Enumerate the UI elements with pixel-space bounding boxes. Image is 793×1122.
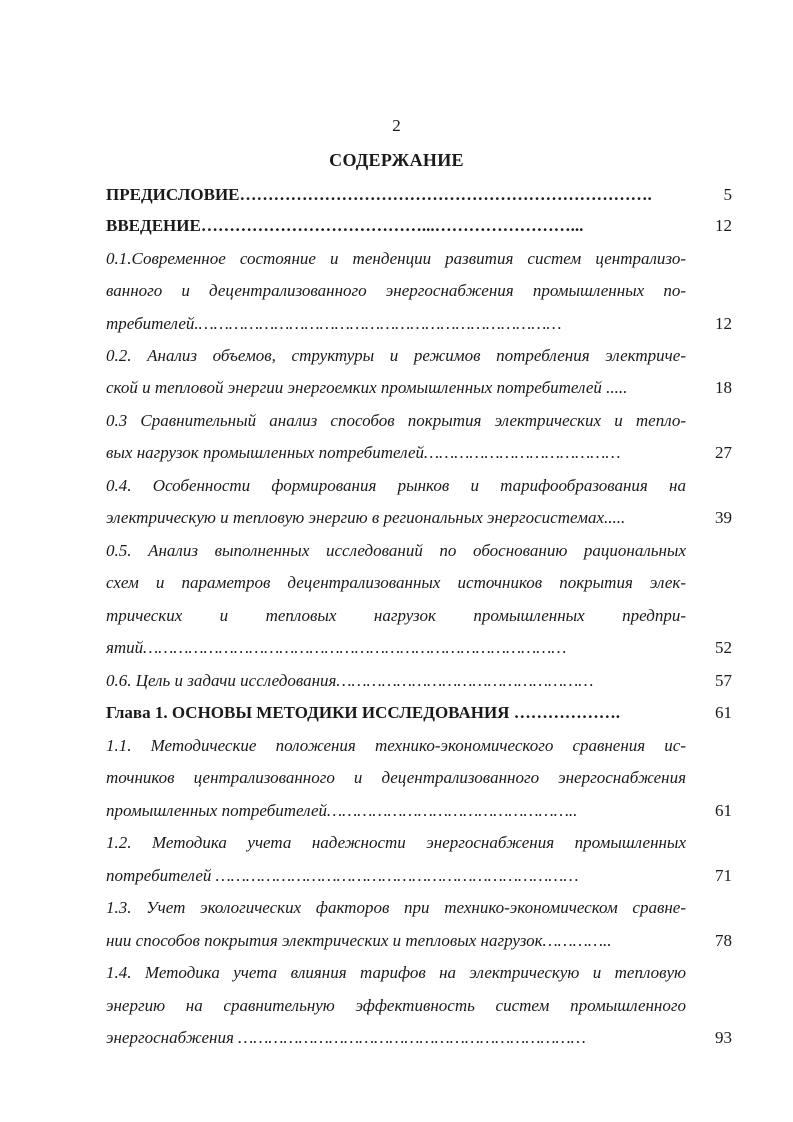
toc-page-number: 93 <box>715 1028 732 1047</box>
toc-page-number: 61 <box>715 801 732 820</box>
toc-page-number: 27 <box>715 443 732 462</box>
toc-page-number: 71 <box>715 866 732 885</box>
toc-line: Глава 1. ОСНОВЫ МЕТОДИКИ ИССЛЕДОВАНИЯ ………………. <box>106 703 620 722</box>
toc-page-number: 52 <box>715 638 732 657</box>
toc-line: ПРЕДИСЛОВИЕ………………………………………………………………. <box>106 185 652 204</box>
toc-line: 1.2. Методика учета надежности энергоснабжения промышленных <box>106 833 686 852</box>
toc-page-number: 61 <box>715 703 732 722</box>
toc-page-number: 78 <box>715 931 732 950</box>
toc-line: электрическую и тепловую энергию в региональных энергосистемах..... <box>106 508 626 527</box>
toc-line: ской и тепловой энергии энергоемких промышленных потребителей ..... <box>106 378 628 397</box>
page-number: 2 <box>392 116 401 135</box>
toc-page-number: 12 <box>715 216 732 235</box>
toc-line: схем и параметров децентрализованных источников покрытия элек- <box>106 573 686 592</box>
toc-line: ятий………………………………………………………………………… <box>106 638 567 657</box>
toc-line: 0.3 Сравнительный анализ способов покрытия электрических и тепло- <box>106 411 686 430</box>
toc-line: вых нагрузок промышленных потребителей………………………………… <box>106 443 621 462</box>
toc-line: требителей.……………………………………………………………… <box>106 314 562 333</box>
toc-line: 0.2. Анализ объемов, структуры и режимов потребления электриче- <box>106 346 686 365</box>
toc-line: потребителей ……………………………………………………………… <box>106 866 579 885</box>
toc-title: СОДЕРЖАНИЕ <box>329 150 464 170</box>
toc-line: нии способов покрытия электрических и тепловых нагрузок………….. <box>106 931 612 950</box>
toc-line: промышленных потребителей………………………………………….. <box>106 801 578 820</box>
toc-page-number: 5 <box>723 185 732 204</box>
toc-line: 0.5. Анализ выполненных исследований по обоснованию рациональных <box>106 541 686 560</box>
toc-line: трических и тепловых нагрузок промышленных предпри- <box>106 606 686 625</box>
toc-page-number: 57 <box>715 671 732 690</box>
toc-line: 1.1. Методические положения технико-экономического сравнения ис- <box>106 736 686 755</box>
toc-line: 0.6. Цель и задачи исследования…………………………………………… <box>106 671 594 690</box>
toc-line: энергоснабжения …………………………………………………………… <box>106 1028 586 1047</box>
toc-page-number: 18 <box>715 378 732 397</box>
toc-line: 1.3. Учет экологических факторов при технико-экономическом сравне- <box>106 898 686 917</box>
toc-line: ванного и децентрализованного энергоснабжения промышленных по- <box>106 281 686 300</box>
toc-line: 1.4. Методика учета влияния тарифов на электрическую и тепловую <box>106 963 686 982</box>
toc-line: энергию на сравнительную эффективность систем промышленного <box>106 996 686 1015</box>
toc-line: точников централизованного и децентрализованного энергоснабжения <box>106 768 686 787</box>
toc-line: ВВЕДЕНИЕ…………………………………...……………………... <box>106 216 584 235</box>
toc-line: 0.1.Современное состояние и тенденции развития систем централизо- <box>106 249 686 268</box>
toc-line: 0.4. Особенности формирования рынков и тарифообразования на <box>106 476 686 495</box>
toc-page-number: 39 <box>715 508 732 527</box>
toc-page-number: 12 <box>715 314 732 333</box>
